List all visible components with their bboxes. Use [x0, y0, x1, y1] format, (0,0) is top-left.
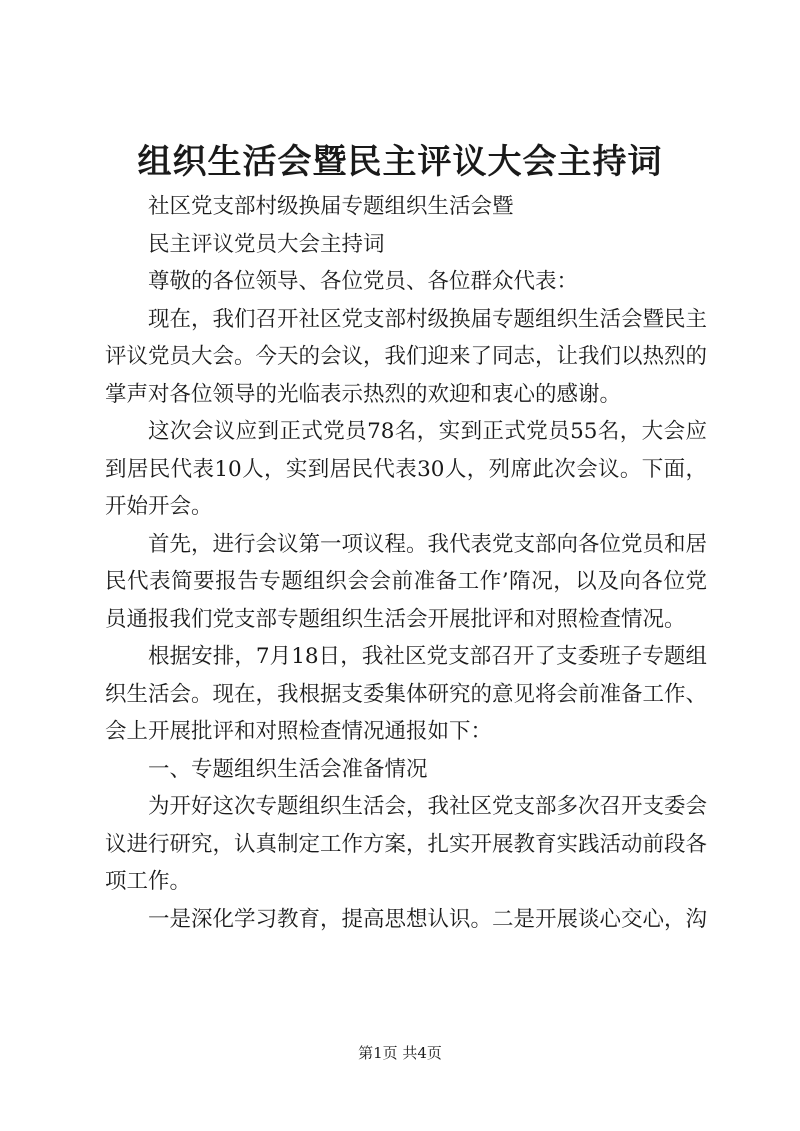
section-heading: 一、专题组织生活会准备情况 [148, 756, 428, 782]
paragraph: 民主评议党员大会主持词 [148, 231, 385, 257]
salutation: 尊敬的各位领导、各位党员、各位群众代表： [148, 269, 579, 294]
paragraph: 社区党支部村级换届专题组织生活会暨 [148, 194, 514, 219]
paragraph: 为开好这次专题组织生活会，我社区党支部多次召开支委会议进行研究，认真制定工作方案，扎实开展教育实践活动前段各项工作。 [105, 794, 708, 894]
paragraph: 现在，我们召开社区党支部村级换届专题组织生活会暨民主评议党员大会。今天的会议，我们迎来了同志，让我们以热烈的掌声对各位领导的光临表示热烈的欢迎和衷心的感谢。 [105, 306, 708, 407]
page-footer: 第1页 共4页 [358, 1044, 442, 1062]
document-body [105, 188, 707, 938]
paragraph: 根据安排，7月18日，我社区党支部召开了支委班子专题组织生活会。现在，我根据支委集体研究的意见将会前准备工作、会上开展批评和对照检查情况通报如下： [105, 644, 708, 744]
paragraph: 一是深化学习教育，提高思想认识。二是开展谈心交心，沟 [148, 906, 708, 932]
paragraph: 首先，进行会议第一项议程。我代表党支部向各位党员和居民代表简要报告专题组织会会前准备工作’隋况，以及向各位党员通报我们党支部专题组织生活会开展批评和对照检查情况。 [105, 531, 708, 632]
document-title: 组织生活会暨民主评议大会主持词 [137, 142, 663, 182]
paragraph: 这次会议应到正式党员78名，实到正式党员55名，大会应到居民代表10人，实到居民代表30人，列席此次会议。下面，开始开会。 [105, 419, 707, 519]
